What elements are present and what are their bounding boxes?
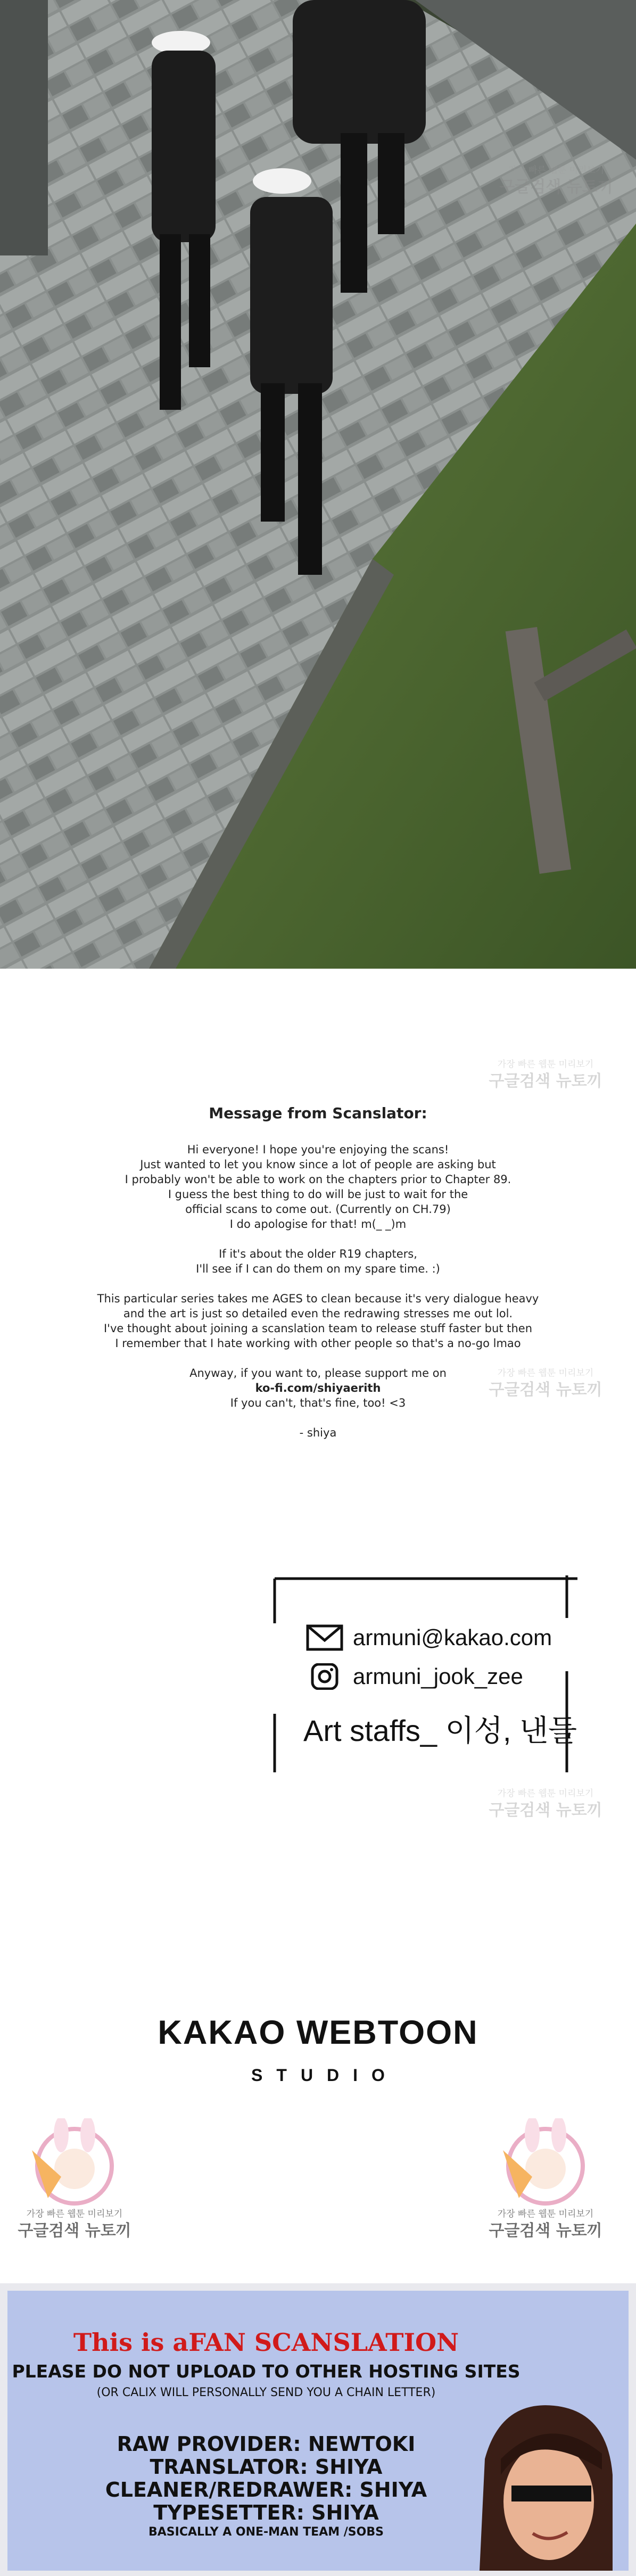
bunny-mascot-icon bbox=[482, 2118, 609, 2209]
headline-emphasis: FAN SCANSLATION bbox=[188, 2328, 459, 2357]
translator-credit: TRANSLATOR: SHIYA bbox=[150, 2455, 383, 2479]
mail-icon bbox=[306, 1624, 343, 1651]
watermark-sub: 가장 빠른 웹툰 미리보기 bbox=[497, 1368, 594, 1378]
watermark-logo bbox=[482, 2118, 609, 2241]
banner-warning: PLEASE DO NOT UPLOAD TO OTHER HOSTING SITES bbox=[12, 2361, 521, 2382]
support-alt: If you can't, that's fine, too! <3 bbox=[230, 1397, 406, 1409]
signature: - shiya bbox=[299, 1426, 337, 1439]
watermark-sub: 가장 빠른 웹툰 미리보기 bbox=[497, 1788, 594, 1799]
watermark-sub: 가장 빠른 웹툰 미리보기 bbox=[26, 2209, 123, 2219]
message-line: I probably won't be able to work on the chapters prior to Chapter 89. bbox=[125, 1173, 511, 1186]
cleaner-credit: CLEANER/REDRAWER: SHIYA bbox=[105, 2478, 427, 2501]
instagram-handle[interactable]: armuni_jook_zee bbox=[353, 1664, 523, 1689]
message-line: If it's about the older R19 chapters, bbox=[219, 1248, 417, 1260]
watermark-text: 구글검색 뉴토끼 bbox=[489, 1072, 602, 1091]
watermark-text: 구글검색 뉴토끼 bbox=[489, 2222, 602, 2240]
watermark-logo bbox=[11, 2118, 138, 2241]
email-row bbox=[306, 1624, 552, 1651]
watermark-text: 구글검색 뉴토끼 bbox=[18, 2222, 131, 2240]
message-line: I remember that I hate working with other people so that's a no-go lmao bbox=[115, 1337, 521, 1350]
fan-scanslation-banner bbox=[0, 2283, 636, 2576]
typesetter-credit: TYPESETTER: SHIYA bbox=[153, 2501, 379, 2524]
banner-headline bbox=[0, 2328, 532, 2357]
kofi-link[interactable]: ko-fi.com/shiyaerith bbox=[255, 1382, 381, 1394]
message-line: I guess the best thing to do will be just to wait for the bbox=[168, 1188, 468, 1201]
message-line: I've thought about joining a scanslation team to release stuff faster but then bbox=[103, 1322, 532, 1335]
bunny-mascot-icon bbox=[11, 2118, 138, 2209]
headline-prefix: This is a bbox=[73, 2328, 189, 2357]
message-line: This particular series takes me AGES to clean because it's very dialogue heavy bbox=[97, 1292, 539, 1305]
message-line: Just wanted to let you know since a lot of people are asking but bbox=[140, 1158, 496, 1171]
message-line: I'll see if I can do them on my spare time. :) bbox=[196, 1262, 440, 1275]
instagram-row bbox=[306, 1663, 523, 1690]
character-portrait bbox=[469, 2395, 618, 2571]
message-line: I do apologise for that! m(_ _)m bbox=[229, 1218, 407, 1231]
watermark-logo bbox=[487, 5, 625, 197]
watermark-logo bbox=[482, 969, 609, 1091]
logo-main: KAKAO WEBTOON bbox=[158, 2014, 478, 2051]
kakao-webtoon-logo bbox=[0, 2013, 636, 2085]
raw-provider-credit: RAW PROVIDER: NEWTOKI bbox=[117, 2432, 416, 2456]
banner-warning-note: (OR CALIX WILL PERSONALLY SEND YOU A CHAIN LETTER) bbox=[96, 2386, 436, 2399]
team-note: BASICALLY A ONE-MAN TEAM /SOBS bbox=[148, 2525, 384, 2539]
support-line: Anyway, if you want to, please support me on bbox=[189, 1367, 447, 1380]
watermark-sub: 가장 빠른 웹툰 미리보기 bbox=[497, 1059, 594, 1070]
message-line: official scans to come out. (Currently on CH.79) bbox=[185, 1203, 451, 1216]
scanslator-message bbox=[0, 1104, 636, 1440]
watermark-text: 구글검색 뉴토끼 bbox=[489, 1801, 602, 1820]
message-line: Hi everyone! I hope you're enjoying the scans! bbox=[187, 1143, 449, 1156]
watermark-sub: 가장 빠른 웹툰 미리보기 bbox=[508, 165, 605, 176]
message-title: Message from Scanslator: bbox=[209, 1104, 427, 1122]
watermark-text: 구글검색 뉴토끼 bbox=[499, 178, 613, 196]
email-address[interactable]: armuni@kakao.com bbox=[353, 1625, 552, 1650]
logo-sub: STUDIO bbox=[251, 2066, 399, 2085]
author-contact-box bbox=[271, 1575, 577, 1772]
watermark-sub: 가장 빠른 웹툰 미리보기 bbox=[497, 2209, 594, 2219]
art-staff-credit: Art staffs_ 이성, 낸들 bbox=[303, 1714, 577, 1747]
watermark-text: 구글검색 뉴토끼 bbox=[489, 1381, 602, 1399]
instagram-icon bbox=[306, 1663, 343, 1690]
message-line: and the art is just so detailed even the redrawing stresses me out lol. bbox=[123, 1307, 513, 1320]
